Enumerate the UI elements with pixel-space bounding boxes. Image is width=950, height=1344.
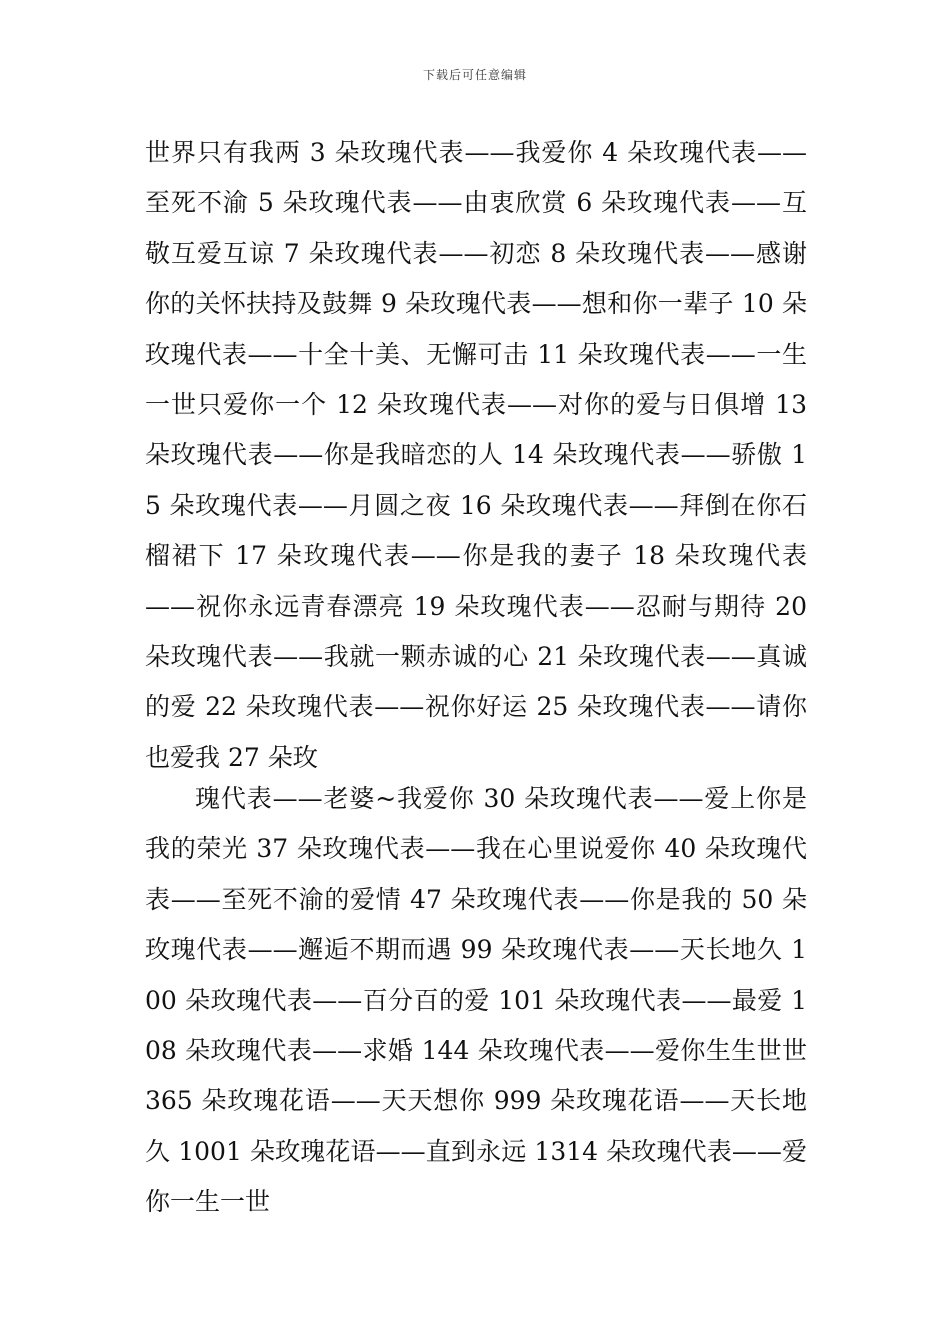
body-paragraph-2: 瑰代表——老婆~我爱你 30 朵玫瑰代表——爱上你是我的荣光 37 朵玫瑰代表——我在心里说爱你 40 朵玫瑰代表——至死不渝的爱情 47 朵玫瑰代表——你是我的 50 朵玫瑰代表——邂逅不期而遇 99 朵玫瑰代表——天长地久 100 朵玫瑰代表——百分百的爱 101 朵玫瑰代表——最爱 108 朵玫瑰代表——求婚 144 朵玫瑰代表——爱你生生世世 365 朵玫瑰花语——天天想你 999 朵玫瑰花语——天长地久 1001 朵玫瑰花语——直到永远 1314 朵玫瑰代表——爱你一生一世 — [145, 784, 807, 1217]
body-paragraph-1: 世界只有我两 3 朵玫瑰代表——我爱你 4 朵玫瑰代表——至死不渝 5 朵玫瑰代表——由衷欣赏 6 朵玫瑰代表——互敬互爱互谅 7 朵玫瑰代表——初恋 8 朵玫瑰代表——感谢你的关怀扶持及鼓舞 9 朵玫瑰代表——想和你一辈子 10 朵玫瑰代表——十全十美、无懈可击 11 朵玫瑰代表——一生一世只爱你一个 12 朵玫瑰代表——对你的爱与日俱增 13 朵玫瑰代表——你是我暗恋的人 14 朵玫瑰代表——骄傲 15 朵玫瑰代表——月圆之夜 16 朵玫瑰代表——拜倒在你石榴裙下 17 朵玫瑰代表——你是我的妻子 18 朵玫瑰代表——祝你永远青春漂亮 19 朵玫瑰代表——忍耐与期待 20 朵玫瑰代表——我就一颗赤诚的心 21 朵玫瑰代表——真诚的爱 22 朵玫瑰代表——祝你好运 25 朵玫瑰代表——请你也爱我 27 朵玫 — [145, 138, 807, 772]
page-header: 下载后可任意编辑 — [422, 68, 527, 82]
